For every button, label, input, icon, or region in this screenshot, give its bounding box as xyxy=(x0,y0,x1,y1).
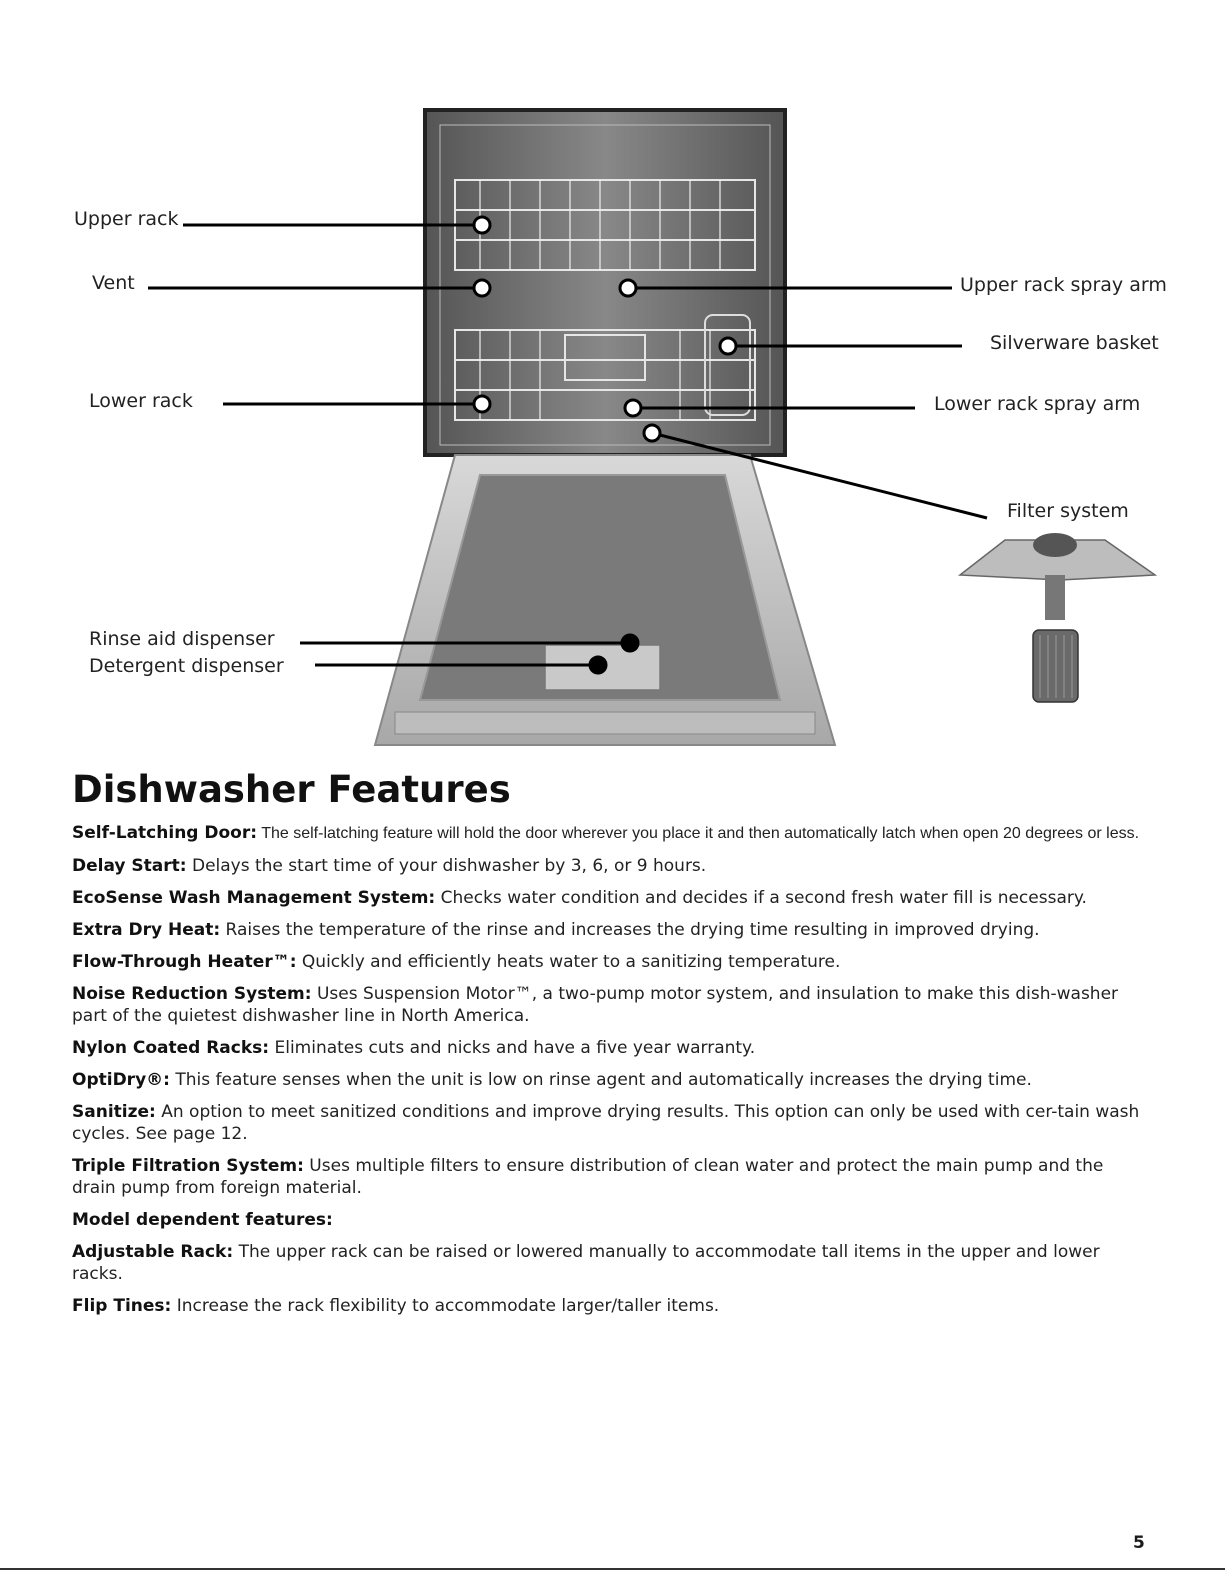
label-lower-rack-spray-arm: Lower rack spray arm xyxy=(934,393,1141,415)
feature-term: Triple Filtration System: xyxy=(72,1156,304,1176)
label-filter-system: Filter system xyxy=(1007,500,1129,522)
feature-term: Nylon Coated Racks: xyxy=(72,1038,270,1058)
label-upper-rack: Upper rack xyxy=(74,208,179,230)
feature-term: Delay Start: xyxy=(72,856,187,876)
dishwasher-diagram xyxy=(0,0,1225,760)
feature-text: Raises the temperature of the rinse and increases the drying time resulting in improved drying. xyxy=(220,920,1040,940)
feature-term: Sanitize: xyxy=(72,1102,156,1122)
filter-system-illustration xyxy=(960,533,1155,702)
feature-term: Extra Dry Heat: xyxy=(72,920,221,940)
feature-term: Flip Tines: xyxy=(72,1296,172,1316)
feature-term: OptiDry®: xyxy=(72,1070,170,1090)
feature-text: Uses Suspension Motor™, a two-pump motor system, and insulation to make this dish-washer part of the quietest dishwasher line in North America. xyxy=(72,984,1119,1026)
page-number: 5 xyxy=(1133,1533,1145,1553)
dishwasher-door xyxy=(375,455,835,745)
feature-term: Self-Latching Door: xyxy=(72,823,258,843)
feature-item xyxy=(72,1069,1152,1091)
label-vent: Vent xyxy=(92,272,135,294)
label-detergent-dispenser: Detergent dispenser xyxy=(89,655,284,677)
feature-text: Quickly and efficiently heats water to a sanitizing temperature. xyxy=(296,952,841,972)
feature-term: Adjustable Rack: xyxy=(72,1242,234,1262)
feature-text: An option to meet sanitized conditions and improve drying results. This option can only be used with cer-tain wash cycles. See page 12. xyxy=(72,1102,1140,1144)
feature-item xyxy=(72,1295,1152,1317)
feature-term: EcoSense Wash Management System: xyxy=(72,888,436,908)
feature-item xyxy=(72,951,1152,973)
label-upper-rack-spray-arm: Upper rack spray arm xyxy=(960,274,1167,296)
feature-item xyxy=(72,919,1152,941)
bottom-divider xyxy=(0,1568,1225,1570)
feature-text: Uses multiple filters to ensure distribution of clean water and protect the main pump and the drain pump from foreign material. xyxy=(72,1156,1104,1198)
label-lower-rack: Lower rack xyxy=(89,390,193,412)
feature-text: Delays the start time of your dishwasher by 3, 6, or 9 hours. xyxy=(186,856,707,876)
feature-item xyxy=(72,1155,1152,1199)
feature-text: This feature senses when the unit is low on rinse agent and automatically increases the drying time. xyxy=(169,1070,1032,1090)
feature-item xyxy=(72,822,1152,845)
feature-item xyxy=(72,1101,1152,1145)
page-title: Dishwasher Features xyxy=(72,768,511,811)
feature-text: The upper rack can be raised or lowered manually to accommodate tall items in the upper and lower racks. xyxy=(72,1242,1100,1284)
feature-item xyxy=(72,887,1152,909)
label-silverware-basket: Silverware basket xyxy=(990,332,1159,354)
feature-item xyxy=(72,983,1152,1027)
feature-text: Eliminates cuts and nicks and have a five year warranty. xyxy=(269,1038,756,1058)
feature-term: Flow-Through Heater™: xyxy=(72,952,297,972)
features-list xyxy=(72,822,1152,1327)
feature-term: Noise Reduction System: xyxy=(72,984,312,1004)
model-dependent-heading: Model dependent features: xyxy=(72,1210,333,1230)
feature-text: Increase the rack flexibility to accommodate larger/taller items. xyxy=(171,1296,720,1316)
feature-item xyxy=(72,855,1152,877)
feature-item xyxy=(72,1241,1152,1285)
feature-item xyxy=(72,1037,1152,1059)
label-rinse-aid-dispenser: Rinse aid dispenser xyxy=(89,628,275,650)
feature-text: The self-latching feature will hold the door wherever you place it and then automatically latch when open 20 degrees or less. xyxy=(257,825,1140,842)
feature-text: Checks water condition and decides if a second fresh water fill is necessary. xyxy=(435,888,1087,908)
